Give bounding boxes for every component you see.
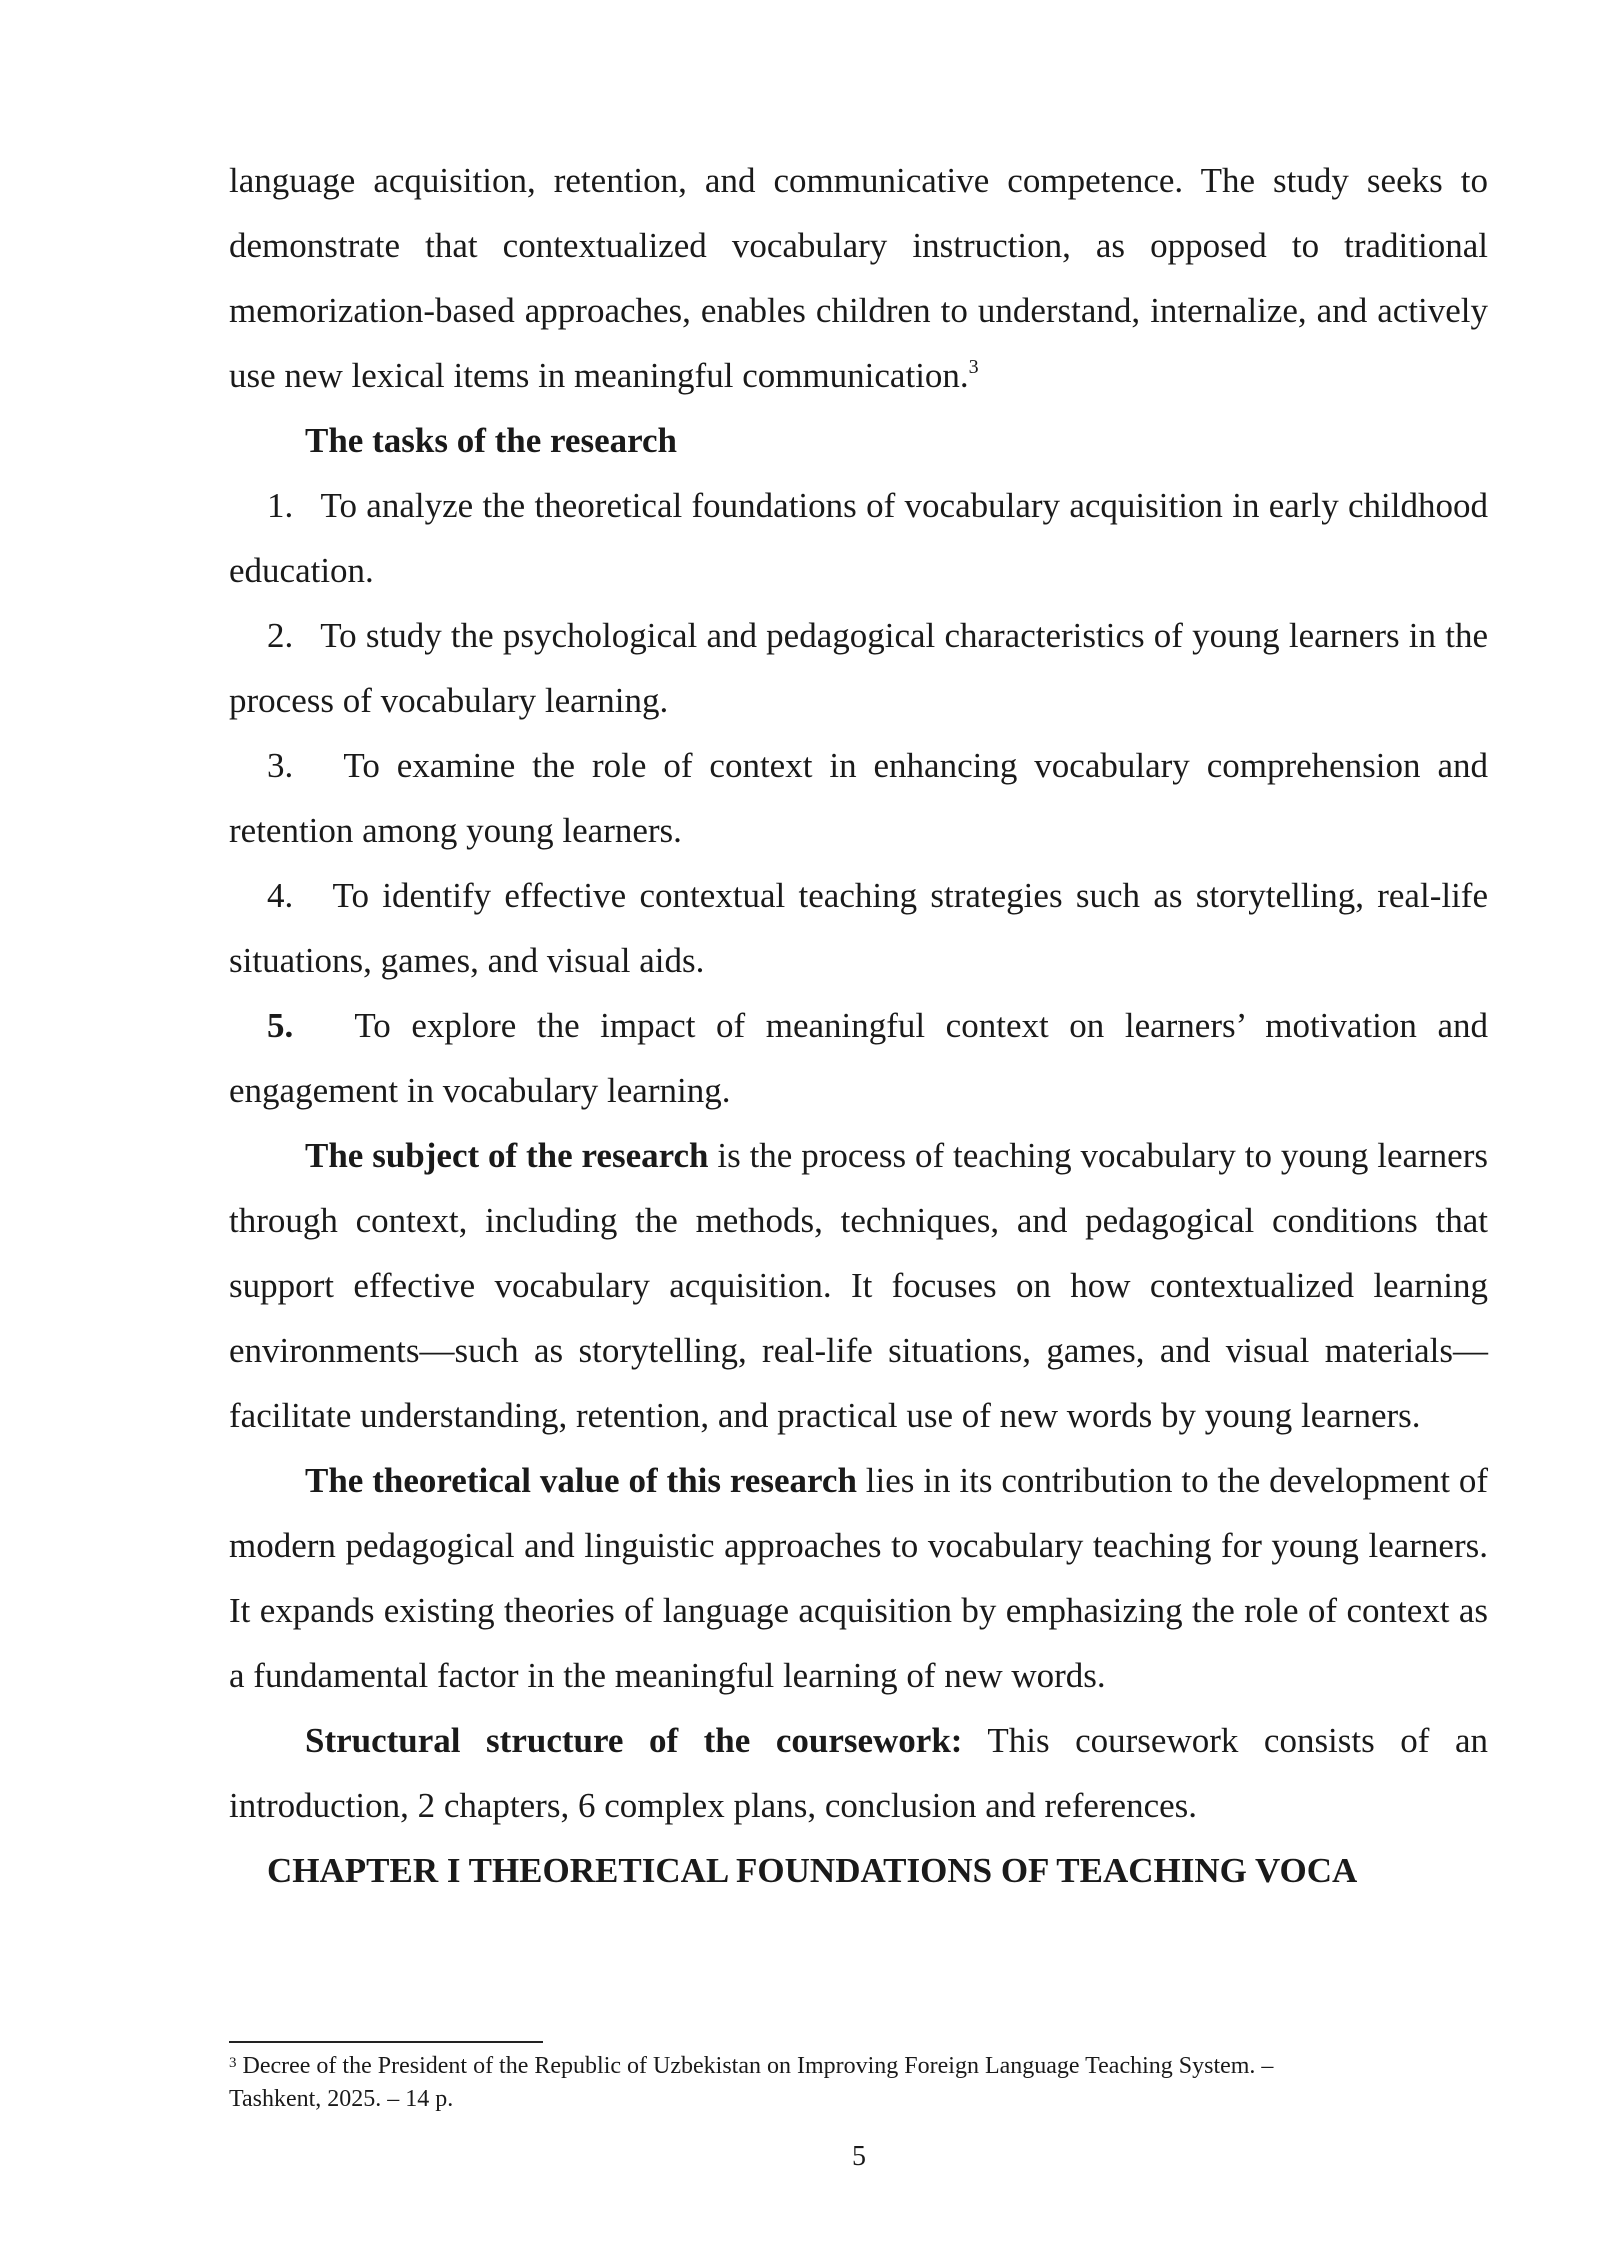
structure-text: This coursework consists of an introduction, 2 chapters, 6 complex plans, conclusion and references. [229,1721,1488,1825]
task-text: To explore the impact of meaningful context on learners’ motivation and engagement in vocabulary learning. [229,1006,1488,1110]
footnote-marker: 3 [229,2055,237,2071]
subject-text: is the process of teaching vocabulary to young learners through context, including the methods, techniques, and pedagogical conditions that support effective vocabulary acquisition. It focuses on how contextualized learning environments—such as storytelling, real-life situations, games, and visual materials—facilitate understanding, retention, and practical use of new words by young learners. [229,1136,1488,1435]
page-number: 5 [852,2141,866,2172]
task-number: 5. [267,1006,294,1045]
theoretical-text: lies in its contribution to the development of modern pedagogical and linguistic approaches to vocabulary teaching for young learners. It expands existing theories of language acquisition by emphasizing the role of context as a fundamental factor in the meaningful learning of new words. [229,1461,1488,1695]
task-number: 3. [267,746,294,785]
task-text: To identify effective contextual teaching strategies such as storytelling, real-life situations, games, and visual aids. [229,876,1488,980]
task-item-1 [229,473,1488,603]
chapter-heading: CHAPTER I THEORETICAL FOUNDATIONS OF TEACHING VOCA [267,1851,1358,1890]
task-item-3 [229,733,1488,863]
theoretical-value-paragraph [229,1448,1488,1708]
footnote-line-2: Tashkent, 2025. – 14 p. [229,2086,454,2112]
task-text: To examine the role of context in enhancing vocabulary comprehension and retention among young learners. [229,746,1488,850]
page-body [229,148,1488,1903]
task-text: To analyze the theoretical foundations of vocabulary acquisition in early childhood education. [229,486,1488,590]
task-item-5 [229,993,1488,1123]
footnote-reference[interactable]: 3 [968,356,979,378]
structure-paragraph [229,1708,1488,1838]
footnote [229,2050,1488,2116]
task-number: 2. [267,616,294,655]
task-item-2 [229,603,1488,733]
subject-lead: The subject of the research [305,1136,709,1175]
structure-lead: Structural structure of the coursework: [305,1721,963,1760]
tasks-heading: The tasks of the research [305,421,678,460]
intro-paragraph [229,148,1488,408]
footnote-line-1: Decree of the President of the Republic of Uzbekistan on Improving Foreign Language Teaching System. – [236,2053,1274,2079]
task-number: 4. [267,876,294,915]
task-text: To study the psychological and pedagogical characteristics of young learners in the process of vocabulary learning. [229,616,1488,720]
task-number: 1. [267,486,294,525]
footnote-separator [229,2041,543,2043]
intro-text: language acquisition, retention, and communicative competence. The study seeks to demonstrate that contextualized vocabulary instruction, as opposed to traditional memorization-based approaches, enables children to understand, internalize, and actively use new lexical items in meaningful communication. [229,161,1488,395]
subject-paragraph [229,1123,1488,1448]
theoretical-lead: The theoretical value of this research [305,1461,857,1500]
task-item-4 [229,863,1488,993]
